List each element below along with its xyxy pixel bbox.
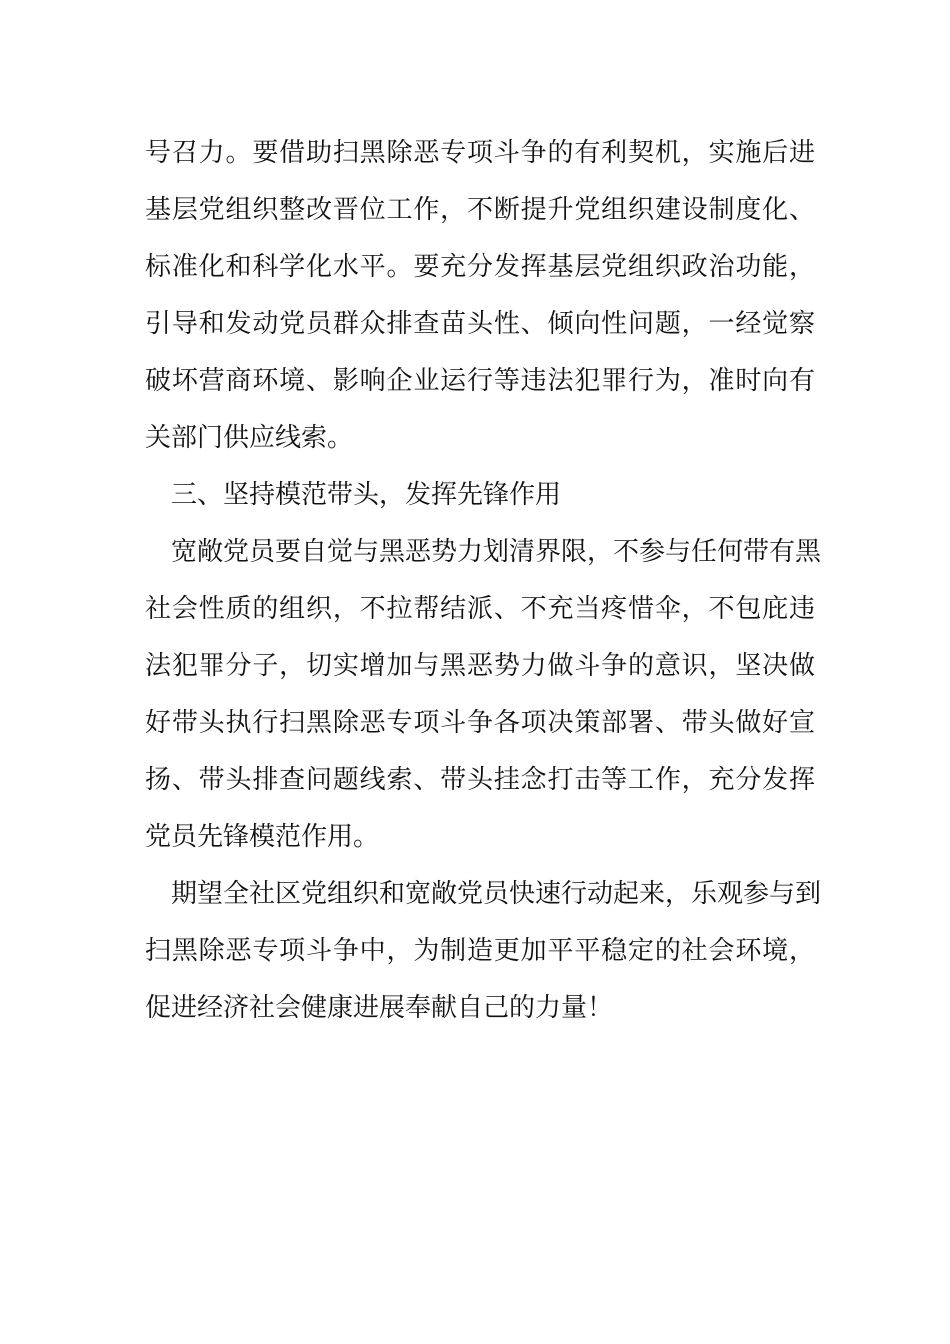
paragraph-line: 促进经济社会健康进展奉献自己的力量！ bbox=[145, 993, 614, 1023]
paragraph-line: 扫黑除恶专项斗争中，为制造更加平平稳定的社会环境， bbox=[145, 936, 815, 966]
section-heading: 三、坚持模范带头，发挥先锋作用 bbox=[171, 480, 562, 510]
paragraph-line: 期望全社区党组织和宽敞党员快速行动起来，乐观参与到 bbox=[171, 879, 822, 909]
paragraph-line: 法犯罪分子，切实增加与黑恶势力做斗争的意识，坚决做 bbox=[145, 651, 815, 681]
paragraph-line: 基层党组织整改晋位工作，不断提升党组织建设制度化、 bbox=[145, 195, 815, 225]
paragraph-line: 破坏营商环境、影响企业运行等违法犯罪行为，准时向有 bbox=[145, 366, 815, 396]
paragraph-line: 标准化和科学化水平。要充分发挥基层党组织政治功能， bbox=[145, 252, 815, 282]
paragraph-line: 引导和发动党员群众排查苗头性、倾向性问题，一经觉察 bbox=[145, 309, 815, 339]
paragraph-line: 关部门供应线索。 bbox=[145, 423, 354, 453]
paragraph-line: 党员先锋模范作用。 bbox=[145, 822, 380, 852]
paragraph-line: 宽敞党员要自觉与黑恶势力划清界限，不参与任何带有黑 bbox=[171, 537, 822, 567]
paragraph-line: 社会性质的组织，不拉帮结派、不充当疼惜伞，不包庇违 bbox=[145, 594, 815, 624]
paragraph-line: 好带头执行扫黑除恶专项斗争各项决策部署、带头做好宣 bbox=[145, 708, 815, 738]
paragraph-line: 扬、带头排查问题线索、带头挂念打击等工作，充分发挥 bbox=[145, 765, 815, 795]
paragraph-line: 号召力。要借助扫黑除恶专项斗争的有利契机，实施后进 bbox=[145, 138, 815, 168]
